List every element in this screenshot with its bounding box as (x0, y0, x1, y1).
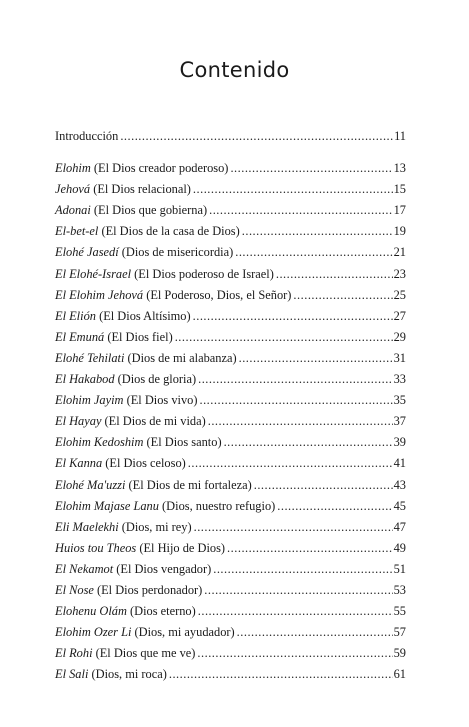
toc-entry (55, 581, 406, 599)
toc-page-number: 45 (393, 498, 406, 513)
toc-entry (55, 370, 406, 388)
toc-entry-title (55, 560, 211, 578)
toc-entry (55, 560, 406, 578)
toc-entry-title (55, 454, 186, 472)
toc-entry (55, 222, 406, 240)
toc-entry (55, 518, 406, 536)
toc-entry-title (55, 602, 196, 620)
dot-leader (209, 201, 393, 219)
toc-entry-name: Elohim Majase Lanu (55, 498, 159, 513)
toc-entry-name: Eli Maelekhi (55, 519, 119, 534)
toc-entry-title (55, 539, 225, 557)
toc-entry-title (55, 349, 237, 367)
toc-page-number: 53 (393, 583, 406, 597)
dot-leader (276, 265, 393, 283)
toc-entry-description: (El Dios que me ve) (92, 646, 196, 661)
toc-entry-name: El Hakabod (55, 372, 115, 386)
toc-entry (55, 180, 406, 198)
toc-page-number: 25 (393, 287, 406, 302)
toc-page-number: 49 (393, 540, 406, 555)
toc-entry-name: Huios tou Theos (55, 540, 137, 555)
dot-leader (175, 328, 393, 346)
dot-leader (239, 349, 393, 367)
toc-page-number: 21 (393, 245, 406, 260)
toc-entry-title (55, 412, 206, 430)
toc-page-number: 37 (393, 414, 406, 429)
dot-leader (237, 623, 393, 641)
toc-entry-name: El Elión (55, 308, 96, 323)
toc-entry-description: (El Dios celoso) (102, 456, 186, 471)
toc-entry (55, 307, 406, 325)
dot-leader (193, 180, 393, 198)
toc-page-number: 17 (393, 203, 406, 218)
toc-page-number: 11 (394, 129, 406, 143)
toc-entry-title (55, 222, 240, 240)
toc-entry (55, 328, 406, 346)
toc-entry-description: (Dios de gloria) (114, 372, 197, 386)
toc-entry (55, 602, 406, 620)
toc-entry-name: El Hayay (55, 414, 102, 429)
toc-entry (55, 476, 406, 494)
toc-page-number: 47 (393, 519, 406, 534)
toc-entry-description: (El Dios Altísimo) (95, 308, 191, 323)
toc-entry-name: Elohenu Olám (55, 604, 127, 619)
toc-entry (55, 433, 406, 451)
toc-entry-description: (Dios de misericordia) (118, 245, 234, 260)
toc-entry-name: El Emuná (55, 329, 105, 344)
toc-entry-name: Elohé Jasedí (55, 245, 119, 260)
toc-entry-description: (Dios, mi ayudador) (131, 625, 235, 640)
toc-entry-title (55, 265, 274, 283)
toc-entry-title (55, 391, 197, 409)
toc-entry-title (55, 328, 173, 346)
toc-entry-description: (El Dios vengador) (113, 561, 212, 576)
toc-entry-name: Jehová (55, 182, 91, 197)
toc-entry-description: (El Poderoso, Dios, el Señor) (143, 287, 292, 302)
dot-leader (227, 539, 393, 557)
dot-leader (194, 518, 393, 536)
toc-entry (55, 497, 406, 515)
toc-entry-title (55, 370, 196, 388)
dot-leader (242, 222, 393, 240)
toc-entry-description: (El Dios perdonador) (93, 583, 203, 597)
toc-entry-title (55, 286, 291, 304)
dot-leader (169, 665, 393, 683)
toc-entry (55, 286, 406, 304)
toc-page-number: 19 (393, 224, 406, 239)
dot-leader (198, 602, 393, 620)
toc-entry-description: (Dios de mi alabanza) (124, 350, 237, 365)
toc-entry (55, 665, 406, 683)
toc-entry-title (55, 433, 222, 451)
toc-entry-title (55, 243, 233, 261)
toc-entry-name: Elohim Jayim (55, 393, 124, 408)
toc-page-number: 33 (393, 372, 406, 386)
toc-entry-title (55, 476, 252, 494)
dot-leader (254, 476, 393, 494)
toc-entry-title (55, 180, 191, 198)
toc-entry (55, 349, 406, 367)
dot-leader (197, 644, 392, 662)
toc-entry-name: Adonai (55, 203, 91, 218)
toc-entry-name: Elohim Ozer Li (55, 625, 132, 640)
dot-leader (120, 127, 393, 145)
dot-leader (193, 307, 393, 325)
toc-page-number: 35 (393, 393, 406, 408)
toc-entry (55, 243, 406, 261)
toc-entry-name: El Nekamot (55, 561, 114, 576)
toc-entry-title (55, 665, 167, 683)
dot-leader (230, 159, 392, 177)
toc-page-number: 39 (393, 435, 406, 450)
toc-entry-title (55, 518, 192, 536)
toc-entry-description: (Dios eterno) (126, 604, 196, 619)
toc-entry (55, 454, 406, 472)
dot-leader (277, 497, 392, 515)
toc-entry-title (55, 644, 195, 662)
toc-entry (55, 265, 406, 283)
toc-entry-title (55, 159, 228, 177)
toc-entry-description: (El Dios relacional) (90, 182, 191, 197)
toc-page-number: 31 (393, 350, 406, 365)
toc-entry-description: (El Hijo de Dios) (136, 540, 226, 555)
dot-leader (199, 391, 392, 409)
toc-entry-description: (El Dios de la casa de Dios) (98, 224, 240, 239)
toc-entry-description: (El Dios de mi fortaleza) (125, 477, 252, 492)
toc-entry (55, 623, 406, 641)
toc-entry-title (55, 623, 235, 641)
toc-entry-title (55, 127, 118, 145)
toc-entry-description: (El Dios creador poderoso) (90, 161, 229, 175)
toc-entry-description: (Dios, mi roca) (88, 667, 167, 682)
toc-page-number: 61 (393, 667, 406, 682)
toc-entry-title (55, 201, 207, 219)
toc-entry (55, 159, 406, 177)
dot-leader (208, 412, 393, 430)
toc-page-number: 23 (393, 266, 406, 281)
toc-page-number: 27 (393, 308, 406, 323)
toc-entry-name: El Elohim Jehová (55, 287, 144, 302)
toc-page-number: 15 (393, 182, 406, 197)
toc-entry-description: (Dios, nuestro refugio) (158, 498, 276, 513)
toc-entry-name: Elohé Tehilati (55, 350, 125, 365)
dot-leader (188, 454, 393, 472)
toc-entry-description: (El Dios poderoso de Israel) (131, 266, 274, 281)
toc-entry-title (55, 581, 202, 599)
toc-entry-name: Elohim (55, 161, 91, 175)
dot-leader (293, 286, 392, 304)
toc-entry-name: El Kanna (55, 456, 103, 471)
toc-entry-description: (El Dios vivo) (123, 393, 198, 408)
toc-entry-introduction (55, 127, 406, 145)
toc-page-number: 57 (393, 625, 406, 640)
toc-entry-description: (El Dios de mi vida) (101, 414, 206, 429)
toc-entry (55, 539, 406, 557)
toc-entry-name: El Rohi (55, 646, 93, 661)
dot-leader (235, 243, 392, 261)
dot-leader (198, 370, 393, 388)
toc-entry-description: (El Dios que gobierna) (90, 203, 208, 218)
toc-entry-description: (El Dios santo) (143, 435, 222, 450)
dot-leader (204, 581, 392, 599)
toc-entry-name: Elohim Kedoshim (55, 435, 144, 450)
toc-page-number: 43 (393, 477, 406, 492)
toc-entry (55, 201, 406, 219)
toc-entry-title (55, 307, 191, 325)
toc-entry-name: El Elohé-Israel (55, 266, 132, 281)
toc-entry-description: (Dios, mi rey) (118, 519, 192, 534)
toc-entry (55, 391, 406, 409)
toc-entry-name: El Nose (55, 583, 94, 597)
page-title: Contenido (179, 58, 290, 82)
toc-entry (55, 412, 406, 430)
toc-entry-name: El Sali (55, 667, 89, 682)
dot-leader (213, 560, 392, 578)
toc-page-number: 29 (393, 329, 406, 344)
toc-entry-description: Introducción (55, 129, 119, 143)
toc-page-number: 59 (393, 646, 406, 661)
toc-page-number: 55 (393, 604, 406, 619)
toc-entry-description: (El Dios fiel) (104, 329, 173, 344)
dot-leader (224, 433, 393, 451)
toc-entry (55, 644, 406, 662)
toc-page-number: 41 (393, 456, 406, 471)
toc-page-number: 13 (393, 161, 406, 175)
toc-entry-title (55, 497, 275, 515)
toc-entry-name: Elohé Ma'uzzi (55, 477, 126, 492)
toc-page-number: 51 (393, 561, 406, 576)
toc-entry-name: El-bet-el (55, 224, 99, 239)
